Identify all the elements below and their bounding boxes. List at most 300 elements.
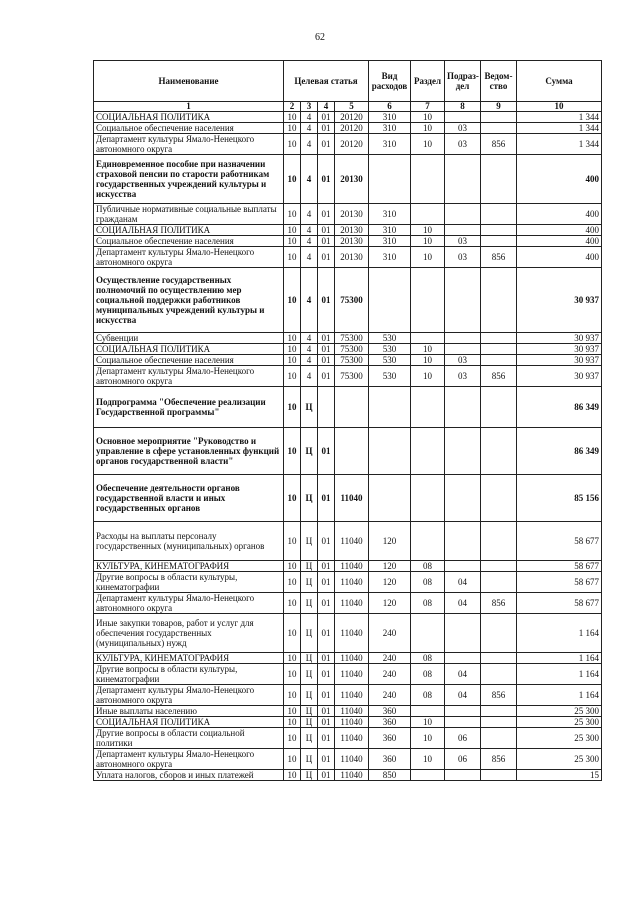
code-subprogram: Ц	[301, 664, 318, 685]
table-row	[94, 614, 602, 653]
amount: 1 344	[517, 112, 602, 123]
section-code: 08	[411, 685, 445, 706]
amount: 30 937	[517, 333, 602, 344]
code-program: 10	[284, 685, 301, 706]
row-name: Основное мероприятие "Руководство и управление в сфере установленных функций органов государственной власти"	[94, 428, 284, 475]
subsection-code: 03	[445, 247, 481, 268]
code-subprogram: 4	[301, 134, 318, 155]
code-program: 10	[284, 561, 301, 572]
col-number: 8	[445, 102, 481, 112]
section-code: 10	[411, 236, 445, 247]
table-row	[94, 522, 602, 561]
section-code: 08	[411, 664, 445, 685]
row-name: Субвенции	[94, 333, 284, 344]
code-event: 01	[318, 593, 335, 614]
expense-type	[369, 387, 411, 428]
section-code	[411, 475, 445, 522]
code-program: 10	[284, 134, 301, 155]
amount: 25 300	[517, 717, 602, 728]
department-code	[481, 653, 517, 664]
department-code	[481, 236, 517, 247]
code-subprogram: Ц	[301, 653, 318, 664]
col-header-target: Целевая статья	[284, 61, 369, 102]
code-direction: 11040	[335, 664, 369, 685]
department-code	[481, 268, 517, 333]
subsection-code	[445, 717, 481, 728]
amount: 400	[517, 247, 602, 268]
code-direction	[335, 387, 369, 428]
subsection-code: 03	[445, 123, 481, 134]
col-number: 2	[284, 102, 301, 112]
department-code	[481, 522, 517, 561]
code-event: 01	[318, 155, 335, 204]
expense-type: 120	[369, 522, 411, 561]
section-code: 08	[411, 572, 445, 593]
subsection-code	[445, 770, 481, 781]
code-event: 01	[318, 236, 335, 247]
code-subprogram: Ц	[301, 685, 318, 706]
row-name: Другие вопросы в области культуры, кинематографии	[94, 572, 284, 593]
code-direction: 11040	[335, 706, 369, 717]
row-name: СОЦИАЛЬНАЯ ПОЛИТИКА	[94, 225, 284, 236]
code-subprogram: Ц	[301, 770, 318, 781]
section-code	[411, 204, 445, 225]
department-code: 856	[481, 685, 517, 706]
section-code	[411, 614, 445, 653]
section-code: 10	[411, 728, 445, 749]
amount: 25 300	[517, 728, 602, 749]
code-subprogram: Ц	[301, 475, 318, 522]
code-subprogram: Ц	[301, 593, 318, 614]
code-program: 10	[284, 344, 301, 355]
row-name: Департамент культуры Ямало-Ненецкого автономного округа	[94, 134, 284, 155]
table-row	[94, 236, 602, 247]
expense-type: 310	[369, 225, 411, 236]
subsection-code	[445, 225, 481, 236]
subsection-code: 04	[445, 572, 481, 593]
subsection-code	[445, 653, 481, 664]
expense-type: 850	[369, 770, 411, 781]
code-direction: 11040	[335, 749, 369, 770]
col-number: 10	[517, 102, 602, 112]
department-code	[481, 112, 517, 123]
row-name: Иные закупки товаров, работ и услуг для обеспечения государственных (муниципальных) нужд	[94, 614, 284, 653]
table-row	[94, 664, 602, 685]
subsection-code: 06	[445, 749, 481, 770]
code-event: 01	[318, 717, 335, 728]
row-name: Департамент культуры Ямало-Ненецкого автономного округа	[94, 749, 284, 770]
subsection-code	[445, 344, 481, 355]
code-subprogram: 4	[301, 366, 318, 387]
code-program: 10	[284, 225, 301, 236]
row-name: СОЦИАЛЬНАЯ ПОЛИТИКА	[94, 717, 284, 728]
expense-type: 530	[369, 366, 411, 387]
department-code	[481, 728, 517, 749]
row-name: Другие вопросы в области социальной политики	[94, 728, 284, 749]
expense-type: 240	[369, 653, 411, 664]
code-subprogram: 4	[301, 333, 318, 344]
department-code	[481, 204, 517, 225]
department-code: 856	[481, 134, 517, 155]
row-name: Обеспечение деятельности органов государственной власти и иных государственных органов	[94, 475, 284, 522]
table-row	[94, 475, 602, 522]
row-name: Расходы на выплаты персоналу государственных (муниципальных) органов	[94, 522, 284, 561]
code-direction: 75300	[335, 268, 369, 333]
amount: 86 349	[517, 428, 602, 475]
amount: 58 677	[517, 522, 602, 561]
code-direction: 11040	[335, 728, 369, 749]
section-code: 10	[411, 366, 445, 387]
code-event: 01	[318, 112, 335, 123]
row-name: Департамент культуры Ямало-Ненецкого автономного округа	[94, 366, 284, 387]
amount: 58 677	[517, 561, 602, 572]
code-event: 01	[318, 333, 335, 344]
code-program: 10	[284, 428, 301, 475]
code-subprogram: Ц	[301, 706, 318, 717]
table-row	[94, 572, 602, 593]
section-code: 10	[411, 225, 445, 236]
code-program: 10	[284, 522, 301, 561]
row-name: Департамент культуры Ямало-Ненецкого автономного округа	[94, 247, 284, 268]
code-subprogram: Ц	[301, 728, 318, 749]
amount: 58 677	[517, 572, 602, 593]
code-event: 01	[318, 685, 335, 706]
amount: 58 677	[517, 593, 602, 614]
amount: 15	[517, 770, 602, 781]
row-name: КУЛЬТУРА, КИНЕМАТОГРАФИЯ	[94, 561, 284, 572]
table-row	[94, 112, 602, 123]
section-code	[411, 522, 445, 561]
expense-type: 310	[369, 134, 411, 155]
code-direction: 20130	[335, 155, 369, 204]
section-code: 10	[411, 123, 445, 134]
table-row	[94, 593, 602, 614]
table-row	[94, 204, 602, 225]
col-header-subsection: Подраз-дел	[445, 61, 481, 102]
col-number: 7	[411, 102, 445, 112]
code-direction: 20120	[335, 112, 369, 123]
code-program: 10	[284, 664, 301, 685]
code-direction: 20120	[335, 134, 369, 155]
col-number: 9	[481, 102, 517, 112]
subsection-code: 06	[445, 728, 481, 749]
subsection-code	[445, 387, 481, 428]
code-direction: 11040	[335, 653, 369, 664]
department-code	[481, 706, 517, 717]
code-program: 10	[284, 112, 301, 123]
amount: 1 164	[517, 664, 602, 685]
expense-type: 530	[369, 355, 411, 366]
code-program: 10	[284, 355, 301, 366]
department-code	[481, 475, 517, 522]
code-subprogram: 4	[301, 236, 318, 247]
expense-type: 120	[369, 572, 411, 593]
amount: 400	[517, 204, 602, 225]
subsection-code: 03	[445, 366, 481, 387]
code-event: 01	[318, 522, 335, 561]
col-number: 1	[94, 102, 284, 112]
department-code: 856	[481, 247, 517, 268]
section-code: 10	[411, 344, 445, 355]
code-program: 10	[284, 614, 301, 653]
section-code: 10	[411, 247, 445, 268]
subsection-code: 04	[445, 685, 481, 706]
code-subprogram: 4	[301, 355, 318, 366]
section-code: 10	[411, 355, 445, 366]
code-direction	[335, 428, 369, 475]
budget-table	[93, 60, 602, 781]
amount: 1 164	[517, 685, 602, 706]
code-direction: 20120	[335, 123, 369, 134]
section-code	[411, 155, 445, 204]
section-code: 10	[411, 749, 445, 770]
subsection-code: 03	[445, 134, 481, 155]
code-direction: 11040	[335, 593, 369, 614]
department-code	[481, 664, 517, 685]
code-program: 10	[284, 236, 301, 247]
code-event: 01	[318, 225, 335, 236]
subsection-code: 04	[445, 593, 481, 614]
department-code: 856	[481, 593, 517, 614]
code-subprogram: Ц	[301, 428, 318, 475]
code-event: 01	[318, 344, 335, 355]
code-event: 01	[318, 268, 335, 333]
expense-type: 310	[369, 204, 411, 225]
table-row	[94, 355, 602, 366]
code-direction: 11040	[335, 522, 369, 561]
col-number: 5	[335, 102, 369, 112]
department-code	[481, 561, 517, 572]
amount: 30 937	[517, 344, 602, 355]
row-name: Уплата налогов, сборов и иных платежей	[94, 770, 284, 781]
code-program: 10	[284, 333, 301, 344]
col-number: 4	[318, 102, 335, 112]
department-code	[481, 387, 517, 428]
code-event: 01	[318, 428, 335, 475]
code-program: 10	[284, 717, 301, 728]
col-header-exp-type: Вид расходов	[369, 61, 411, 102]
code-direction: 75300	[335, 344, 369, 355]
row-name: Осуществление государственных полномочий по осуществлению мер социальной поддержки работников муниципальных учреждений культуры и искусства	[94, 268, 284, 333]
amount: 30 937	[517, 355, 602, 366]
department-code	[481, 614, 517, 653]
amount: 85 156	[517, 475, 602, 522]
subsection-code	[445, 333, 481, 344]
code-event: 01	[318, 355, 335, 366]
amount: 1 344	[517, 123, 602, 134]
department-code	[481, 428, 517, 475]
code-subprogram: 4	[301, 225, 318, 236]
section-code	[411, 333, 445, 344]
expense-type: 310	[369, 123, 411, 134]
row-name: Единовременное пособие при назначении страховой пенсии по старости работникам государственных учреждений культуры и искусства	[94, 155, 284, 204]
row-name: Другие вопросы в области культуры, кинематографии	[94, 664, 284, 685]
expense-type	[369, 428, 411, 475]
code-event: 01	[318, 366, 335, 387]
department-code: 856	[481, 366, 517, 387]
expense-type: 240	[369, 685, 411, 706]
table-row	[94, 428, 602, 475]
section-code	[411, 706, 445, 717]
department-code	[481, 717, 517, 728]
code-subprogram: Ц	[301, 717, 318, 728]
section-code: 10	[411, 717, 445, 728]
row-name: Социальное обеспечение населения	[94, 123, 284, 134]
column-number-row	[94, 102, 602, 112]
table-row	[94, 685, 602, 706]
code-direction: 11040	[335, 770, 369, 781]
expense-type	[369, 155, 411, 204]
code-event: 01	[318, 614, 335, 653]
expense-type: 360	[369, 749, 411, 770]
code-program: 10	[284, 749, 301, 770]
row-name: Департамент культуры Ямало-Ненецкого автономного округа	[94, 593, 284, 614]
code-event: 01	[318, 664, 335, 685]
code-subprogram: 4	[301, 344, 318, 355]
code-subprogram: Ц	[301, 572, 318, 593]
section-code	[411, 770, 445, 781]
expense-type: 360	[369, 706, 411, 717]
amount: 1 164	[517, 614, 602, 653]
row-name: Иные выплаты населению	[94, 706, 284, 717]
row-name: Подпрограмма "Обеспечение реализации Государственной программы"	[94, 387, 284, 428]
section-code	[411, 428, 445, 475]
subsection-code: 03	[445, 236, 481, 247]
expense-type: 310	[369, 236, 411, 247]
department-code: 856	[481, 749, 517, 770]
amount: 400	[517, 155, 602, 204]
code-direction: 20130	[335, 225, 369, 236]
table-row	[94, 247, 602, 268]
expense-type: 240	[369, 614, 411, 653]
subsection-code	[445, 522, 481, 561]
expense-type: 360	[369, 717, 411, 728]
table-row	[94, 225, 602, 236]
expense-type: 240	[369, 664, 411, 685]
col-number: 6	[369, 102, 411, 112]
table-row	[94, 134, 602, 155]
code-subprogram: 4	[301, 123, 318, 134]
section-code	[411, 268, 445, 333]
section-code	[411, 387, 445, 428]
table-row	[94, 155, 602, 204]
code-direction: 20130	[335, 204, 369, 225]
col-header-dept: Ведом-ство	[481, 61, 517, 102]
table-row	[94, 344, 602, 355]
section-code: 08	[411, 593, 445, 614]
code-event: 01	[318, 706, 335, 717]
code-direction: 20130	[335, 236, 369, 247]
code-direction: 75300	[335, 333, 369, 344]
code-direction: 11040	[335, 561, 369, 572]
page-number: 62	[315, 32, 325, 43]
row-name: СОЦИАЛЬНАЯ ПОЛИТИКА	[94, 344, 284, 355]
amount: 30 937	[517, 268, 602, 333]
table-row	[94, 653, 602, 664]
table-row	[94, 749, 602, 770]
code-program: 10	[284, 653, 301, 664]
subsection-code	[445, 268, 481, 333]
expense-type	[369, 475, 411, 522]
subsection-code	[445, 706, 481, 717]
code-program: 10	[284, 706, 301, 717]
amount: 25 300	[517, 749, 602, 770]
code-direction: 11040	[335, 475, 369, 522]
code-program: 10	[284, 366, 301, 387]
row-name: Департамент культуры Ямало-Ненецкого автономного округа	[94, 685, 284, 706]
row-name: СОЦИАЛЬНАЯ ПОЛИТИКА	[94, 112, 284, 123]
subsection-code	[445, 112, 481, 123]
amount: 1 164	[517, 653, 602, 664]
code-subprogram: 4	[301, 268, 318, 333]
row-name: Социальное обеспечение населения	[94, 236, 284, 247]
code-direction: 11040	[335, 614, 369, 653]
col-header-name: Наименование	[94, 61, 284, 102]
col-header-section: Раздел	[411, 61, 445, 102]
subsection-code	[445, 428, 481, 475]
code-program: 10	[284, 247, 301, 268]
code-event: 01	[318, 123, 335, 134]
subsection-code	[445, 614, 481, 653]
amount: 1 344	[517, 134, 602, 155]
subsection-code: 03	[445, 355, 481, 366]
expense-type: 120	[369, 561, 411, 572]
code-program: 10	[284, 593, 301, 614]
code-subprogram: Ц	[301, 561, 318, 572]
code-subprogram: Ц	[301, 522, 318, 561]
department-code	[481, 123, 517, 134]
code-subprogram: Ц	[301, 387, 318, 428]
code-direction: 11040	[335, 685, 369, 706]
code-direction: 11040	[335, 572, 369, 593]
amount: 400	[517, 236, 602, 247]
expense-type: 310	[369, 112, 411, 123]
table-row	[94, 123, 602, 134]
code-program: 10	[284, 204, 301, 225]
department-code	[481, 770, 517, 781]
expense-type: 530	[369, 333, 411, 344]
code-event: 01	[318, 770, 335, 781]
subsection-code	[445, 561, 481, 572]
code-program: 10	[284, 268, 301, 333]
col-number: 3	[301, 102, 318, 112]
code-event: 01	[318, 749, 335, 770]
department-code	[481, 355, 517, 366]
code-direction: 20130	[335, 247, 369, 268]
amount: 400	[517, 225, 602, 236]
code-direction: 11040	[335, 717, 369, 728]
code-subprogram: Ц	[301, 749, 318, 770]
row-name: Публичные нормативные социальные выплаты гражданам	[94, 204, 284, 225]
code-program: 10	[284, 387, 301, 428]
table-row	[94, 387, 602, 428]
table-row	[94, 366, 602, 387]
code-program: 10	[284, 572, 301, 593]
code-subprogram: 4	[301, 112, 318, 123]
table-row	[94, 728, 602, 749]
subsection-code	[445, 475, 481, 522]
code-event: 01	[318, 653, 335, 664]
code-event: 01	[318, 134, 335, 155]
code-event: 01	[318, 247, 335, 268]
department-code	[481, 344, 517, 355]
code-subprogram: 4	[301, 155, 318, 204]
code-event: 01	[318, 561, 335, 572]
code-event: 01	[318, 572, 335, 593]
code-event: 01	[318, 475, 335, 522]
expense-type: 310	[369, 247, 411, 268]
department-code	[481, 225, 517, 236]
